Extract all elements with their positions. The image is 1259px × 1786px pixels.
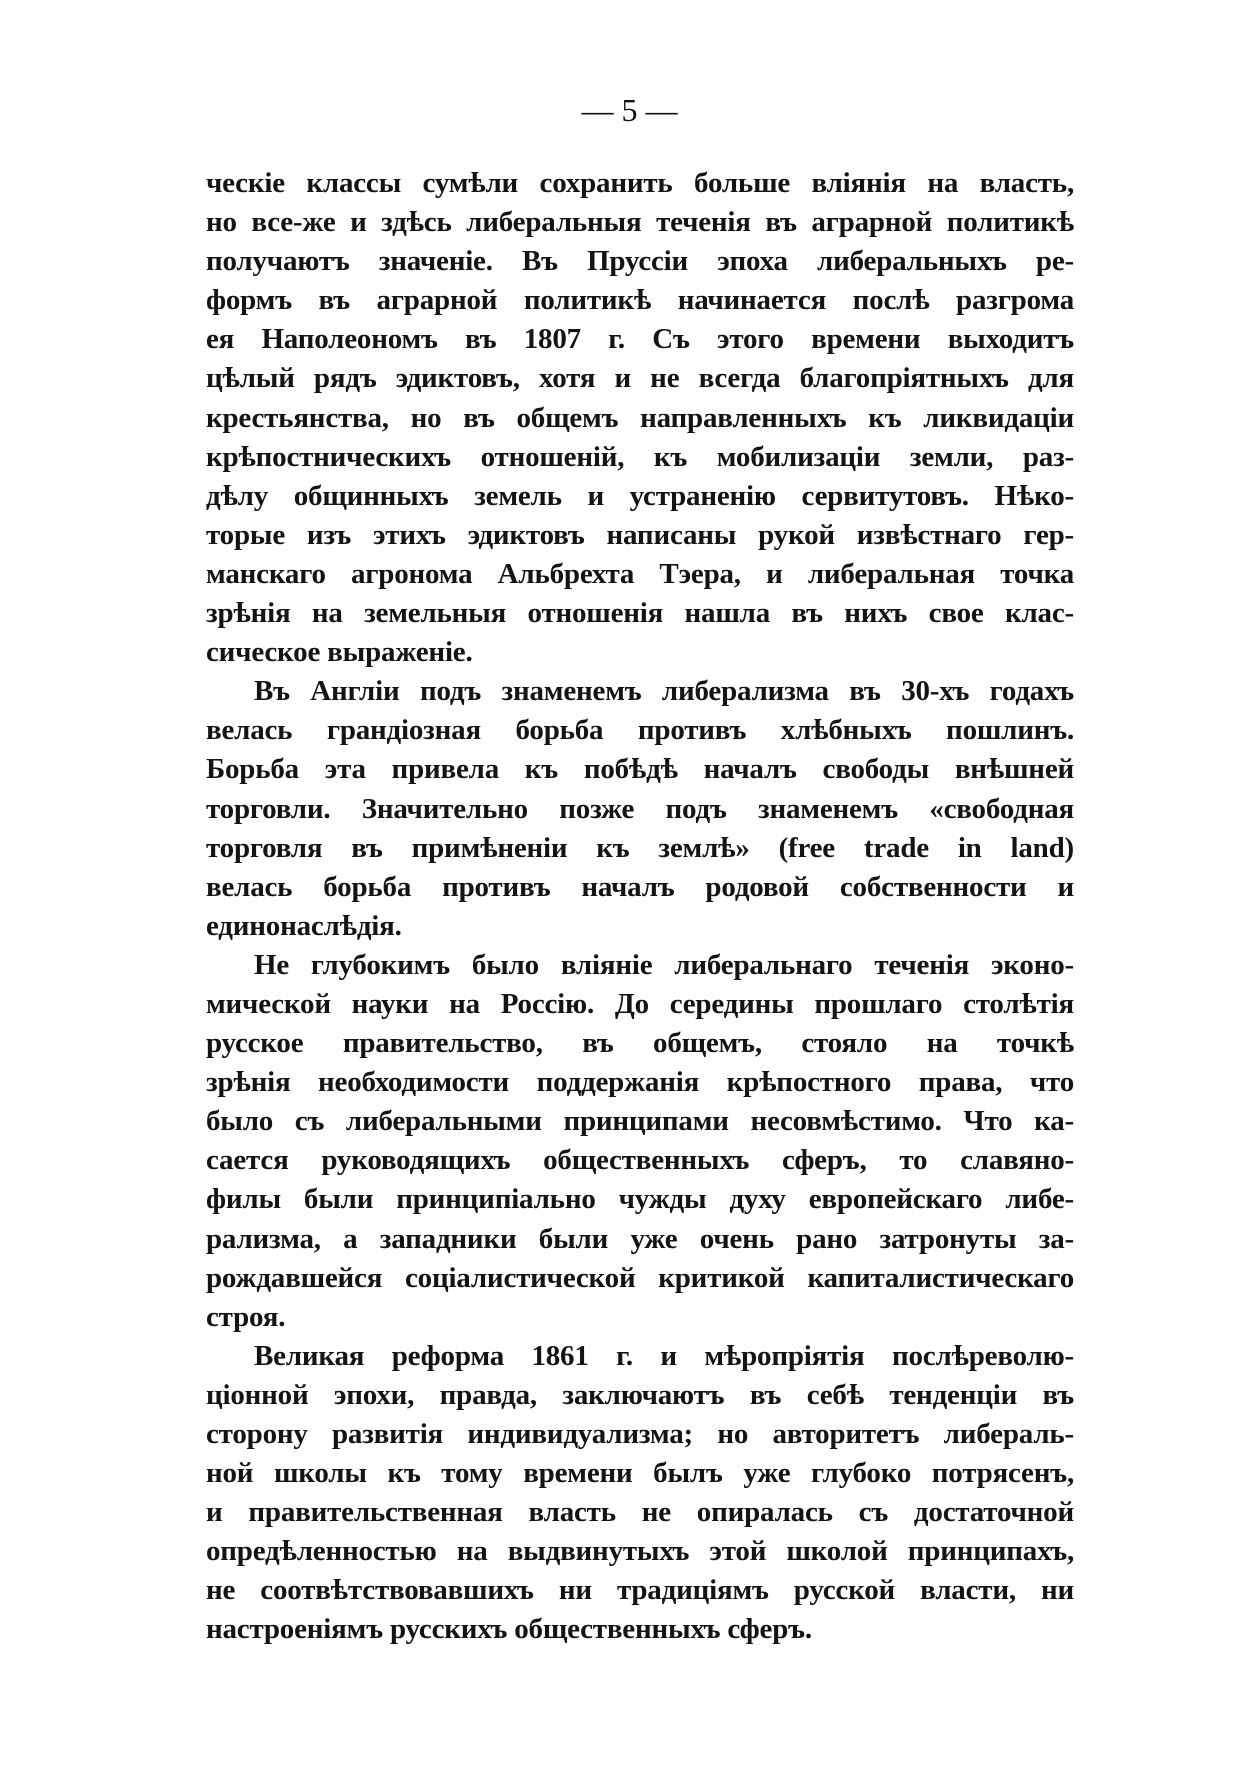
text-line: ціонной эпохи, правда, заключаютъ въ себѣ тенденціи въ: [206, 1378, 1074, 1411]
text-line: сторону развитія индивидуализма; но авторитетъ либераль-: [206, 1418, 1074, 1450]
text-line: опредѣленностью на выдвинутыхъ этой школой принципахъ,: [206, 1535, 1074, 1568]
text-line: зрѣнія необходимости поддержанія крѣпостного права, что: [206, 1066, 1074, 1099]
text-line: торговля въ примѣненіи къ землѣ» (free trade in land): [206, 831, 1074, 864]
text-line: получаютъ значеніе. Въ Пруссіи эпоха либеральныхъ ре-: [206, 245, 1074, 278]
text-line: было съ либеральными принципами несовмѣстимо. Что ка-: [206, 1105, 1074, 1138]
paragraph: [206, 672, 1074, 946]
text-line: ческіе классы сумѣли сохранить больше вліянія на власть,: [206, 167, 1074, 199]
text-line: строя.: [206, 1300, 286, 1333]
text-line: ной школы къ тому времени былъ уже глубоко потрясенъ,: [206, 1457, 1074, 1490]
text-line: единонаслѣдія.: [206, 909, 402, 942]
paragraph: [206, 164, 1074, 672]
text-line: велась грандіозная борьба противъ хлѣбныхъ пошлинъ.: [206, 714, 1074, 747]
text-line: цѣлый рядъ эдиктовъ, хотя и не всегда благопріятныхъ для: [206, 362, 1074, 395]
text-line: и правительственная власть не опиралась съ достаточной: [206, 1496, 1074, 1529]
text-line: торговли. Значительно позже подъ знаменемъ «свободная: [206, 792, 1074, 825]
text-line: дѣлу общинныхъ земель и устраненію сервитутовъ. Нѣко-: [206, 479, 1074, 512]
text-line: формъ въ аграрной политикѣ начинается послѣ разгрома: [206, 284, 1074, 317]
text-line: рождавшейся соціалистической критикой капиталистическаго: [206, 1261, 1074, 1294]
text-line: Въ Англіи подъ знаменемъ либерализма въ 30-хъ годахъ: [254, 675, 1074, 708]
text-line: сается руководящихъ общественныхъ сферъ, то славяно-: [206, 1144, 1074, 1177]
text-line: мической науки на Россію. До середины прошлаго столѣтія: [206, 987, 1074, 1020]
text-line: Борьба эта привела къ побѣдѣ началъ свободы внѣшней: [206, 753, 1074, 786]
paragraph: [206, 1337, 1074, 1650]
paragraph: [206, 946, 1074, 1337]
text-line: сическое выраженіе.: [206, 636, 473, 669]
page-number: — 5 —: [581, 92, 678, 128]
text-line: Великая реформа 1861 г. и мѣропріятія послѣреволю-: [254, 1339, 1074, 1372]
text-line: рализма, а западники были уже очень рано затронуты за-: [206, 1222, 1074, 1255]
text-line: Не глубокимъ было вліяніе либеральнаго теченія эконо-: [254, 948, 1074, 981]
text-line: зрѣнія на земельныя отношенія нашла въ нихъ свое клас-: [206, 597, 1074, 630]
text-line: не соотвѣтствовавшихъ ни традиціямъ русской власти, ни: [206, 1574, 1074, 1607]
text-line: филы были принципіально чужды духу европейскаго либе-: [206, 1183, 1074, 1216]
text-line: торые изъ этихъ эдиктовъ написаны рукой извѣстнаго гер-: [206, 518, 1074, 551]
text-line: крестьянства, но въ общемъ направленныхъ къ ликвидаціи: [206, 401, 1074, 434]
text-line: велась борьба противъ началъ родовой собственности и: [206, 870, 1074, 903]
text-line: но все-же и здѣсь либеральныя теченія въ аграрной политикѣ: [206, 206, 1074, 239]
text-line: крѣпостническихъ отношеній, къ мобилизаціи земли, раз-: [206, 440, 1074, 473]
body-text: [206, 164, 1074, 1650]
text-line: настроеніямъ русскихъ общественныхъ сферъ.: [206, 1613, 812, 1646]
text-line: русское правительство, въ общемъ, стояло на точкѣ: [206, 1027, 1074, 1060]
text-line: ея Наполеономъ въ 1807 г. Съ этого времени выходитъ: [206, 323, 1074, 356]
text-line: манскаго агронома Альбрехта Тэера, и либеральная точка: [206, 557, 1074, 590]
